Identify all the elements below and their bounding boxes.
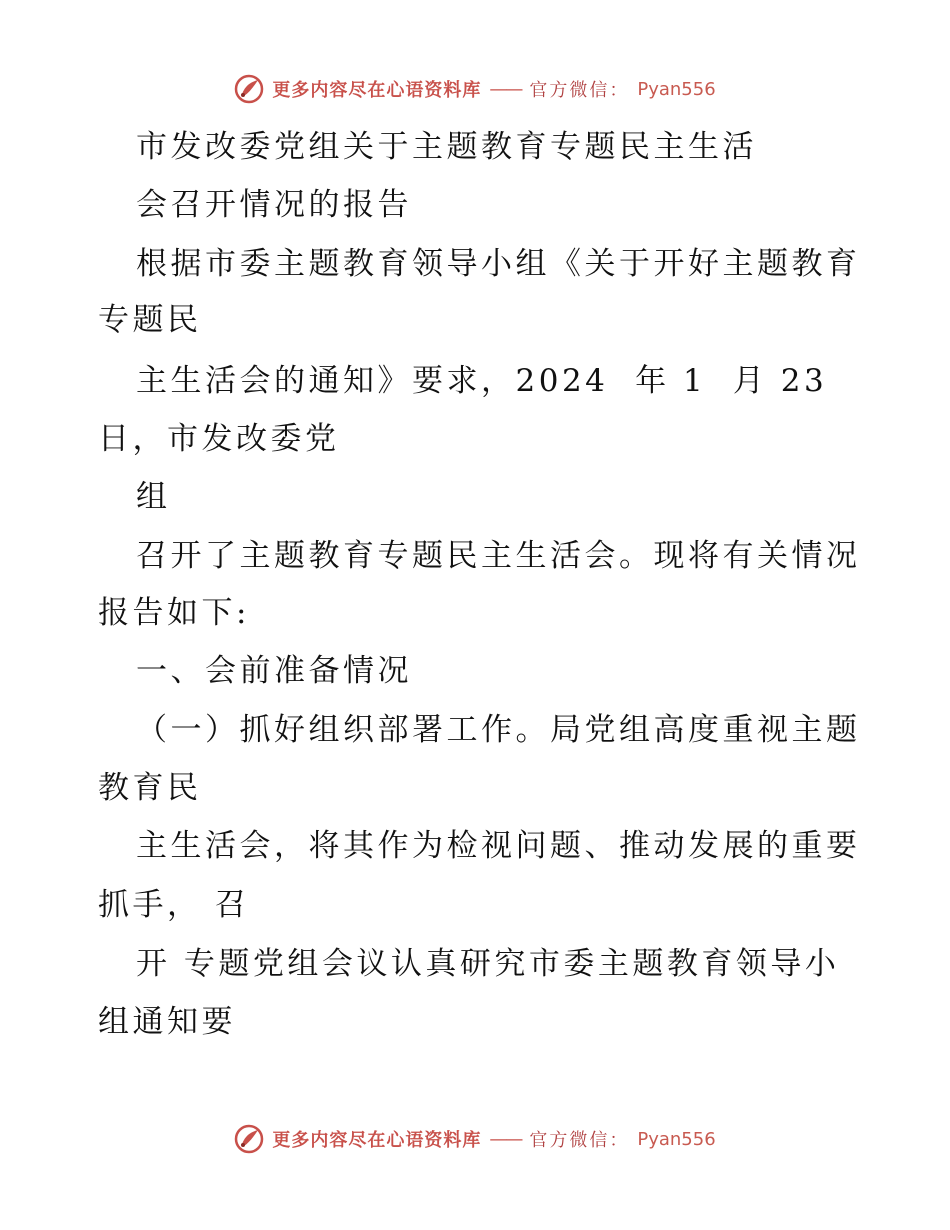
watermark-dash: —— — [489, 1128, 522, 1150]
watermark-brand: 更多内容尽在心语资料库 — [272, 1130, 482, 1151]
watermark-label: 官方微信： — [529, 80, 630, 101]
doc-line: 开 专题党组会议认真研究市委主题教育领导小 — [136, 946, 840, 982]
doc-line: 组 — [136, 479, 171, 515]
doc-line: 主生活会的通知》要求，2024 年 1 月 23 — [136, 363, 828, 399]
doc-line: 根据市委主题教育领导小组《关于开好主题教育 — [136, 246, 861, 282]
doc-line: 教育民 — [98, 770, 202, 806]
watermark-logo-icon — [234, 1124, 264, 1154]
doc-line: 召开了主题教育专题民主生活会。现将有关情况 — [136, 538, 861, 574]
doc-line: 主生活会，将其作为检视问题、推动发展的重要 — [136, 828, 861, 864]
doc-line: 会召开情况的报告 — [136, 187, 412, 223]
watermark-account: Pyan556 — [637, 78, 716, 100]
doc-line: 市发改委党组关于主题教育专题民主生活 — [136, 129, 757, 165]
doc-line: （一）抓好组织部署工作。局党组高度重视主题 — [136, 712, 861, 748]
watermark-dash: —— — [489, 78, 522, 100]
doc-line: 专题民 — [98, 302, 202, 338]
watermark-brand: 更多内容尽在心语资料库 — [272, 80, 482, 101]
doc-line: 报告如下: — [98, 595, 250, 631]
doc-line: 日，市发改委党 — [98, 421, 340, 457]
footer-watermark — [0, 1121, 950, 1157]
doc-line: 组通知要 — [98, 1004, 236, 1040]
doc-line: 一、会前准备情况 — [136, 653, 412, 689]
doc-line: 抓手， 召 — [98, 887, 250, 923]
watermark-label: 官方微信： — [529, 1130, 630, 1151]
watermark-account: Pyan556 — [637, 1128, 716, 1150]
